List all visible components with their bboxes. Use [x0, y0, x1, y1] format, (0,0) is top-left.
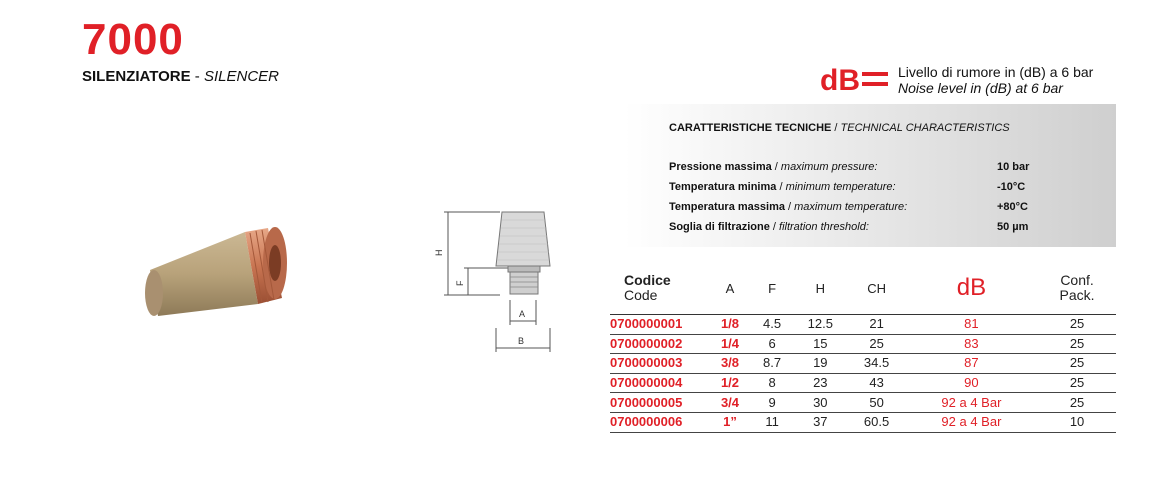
tech-label-en: maximum temperature:: [794, 201, 908, 213]
header-f: F: [752, 262, 792, 315]
table-row: [610, 315, 1116, 335]
cell-code: 0700000004: [610, 373, 708, 393]
cell-h: 19: [792, 354, 848, 374]
db-legend-text: [898, 64, 1093, 96]
cell-h: 30: [792, 393, 848, 413]
tech-label-en: minimum temperature:: [785, 181, 896, 193]
tech-row-max-pressure: Pressione massima / maximum pressure: 10 bar: [669, 161, 1030, 173]
cell-pack: 25: [1038, 334, 1116, 354]
table-row: [610, 393, 1116, 413]
cell-code: 0700000005: [610, 393, 708, 413]
tech-value: -10°C: [997, 181, 1026, 193]
tech-value: +80°C: [997, 201, 1029, 213]
cell-ch: 43: [848, 373, 904, 393]
subtitle-it: SILENZIATORE: [82, 68, 191, 85]
tech-value: 50 µm: [997, 221, 1029, 233]
cell-pack: 25: [1038, 393, 1116, 413]
tech-label-it: Pressione massima: [669, 161, 772, 173]
dimension-label-h: H: [434, 249, 444, 256]
header-pack-en: Pack.: [1059, 287, 1095, 303]
table-row: [610, 354, 1116, 374]
tech-label-en: filtration threshold:: [779, 221, 869, 233]
product-code-table: [610, 262, 1116, 433]
cell-f: 11: [752, 412, 792, 432]
header-code: [610, 262, 708, 315]
table-header-row: [610, 262, 1116, 315]
cell-db: 83: [905, 334, 1038, 354]
product-subtitle: [82, 68, 279, 85]
tech-label-it: Soglia di filtrazione: [669, 221, 770, 233]
cell-db: 81: [905, 315, 1038, 335]
cell-f: 8: [752, 373, 792, 393]
tech-row-max-temperature: Temperatura massima / maximum temperature: +80°C: [669, 201, 1029, 213]
tech-row-filtration-threshold: Soglia di filtrazione / filtration threshold: 50 µm: [669, 221, 1029, 233]
cell-f: 4.5: [752, 315, 792, 335]
cell-db: 92 a 4 Bar: [905, 412, 1038, 432]
cell-pack: 25: [1038, 373, 1116, 393]
dimension-label-a: A: [519, 309, 526, 319]
cell-pack: 10: [1038, 412, 1116, 432]
tech-title: CARATTERISTICHE TECNICHE / TECHNICAL CHARACTERISTICS: [669, 122, 1010, 134]
cell-db: 92 a 4 Bar: [905, 393, 1038, 413]
dimension-label-b: B: [518, 336, 525, 346]
tech-label-en: maximum pressure:: [780, 161, 878, 173]
tech-label-it: Temperatura minima: [669, 181, 777, 193]
dimension-label-f: F: [455, 280, 465, 286]
technical-characteristics-box: [624, 104, 1116, 247]
cell-f: 8.7: [752, 354, 792, 374]
subtitle-separator: -: [190, 68, 204, 85]
silencer-product-image: [140, 218, 310, 328]
tech-title-it: CARATTERISTICHE TECNICHE: [669, 122, 832, 134]
header-pack: [1038, 262, 1116, 315]
cell-code: 0700000003: [610, 354, 708, 374]
cell-h: 15: [792, 334, 848, 354]
cell-h: 12.5: [792, 315, 848, 335]
db-symbol: dB: [820, 64, 860, 97]
cell-f: 6: [752, 334, 792, 354]
header-code-en: Code: [624, 287, 658, 303]
tech-row-min-temperature: Temperatura minima / minimum temperature: -10°C: [669, 181, 1026, 193]
tech-title-en: TECHNICAL CHARACTERISTICS: [840, 122, 1010, 134]
equals-icon: [862, 72, 888, 90]
header-h: H: [792, 262, 848, 315]
header-ch: CH: [848, 262, 904, 315]
table-row: [610, 412, 1116, 432]
cell-code: 0700000002: [610, 334, 708, 354]
cell-a: 3/8: [708, 354, 752, 374]
db-legend-en: Noise level in (dB) at 6 bar: [898, 80, 1063, 96]
cell-db: 87: [905, 354, 1038, 374]
cell-pack: 25: [1038, 354, 1116, 374]
model-title: 7000: [82, 15, 184, 64]
header-conf: Conf.: [1060, 272, 1094, 288]
tech-value: 10 bar: [997, 161, 1030, 173]
header-codice: Codice: [624, 272, 671, 288]
cell-code: 0700000006: [610, 412, 708, 432]
cell-h: 23: [792, 373, 848, 393]
technical-drawing: [430, 200, 565, 360]
header-db: dB: [905, 262, 1038, 315]
cell-a: 1/4: [708, 334, 752, 354]
db-legend-it: Livello di rumore in (dB) a 6 bar: [898, 64, 1094, 80]
subtitle-en: SILENCER: [203, 68, 279, 85]
cell-db: 90: [905, 373, 1038, 393]
cell-code: 0700000001: [610, 315, 708, 335]
cell-ch: 60.5: [848, 412, 904, 432]
cell-h: 37: [792, 412, 848, 432]
cell-a: 1”: [708, 412, 752, 432]
cell-ch: 50: [848, 393, 904, 413]
cell-ch: 25: [848, 334, 904, 354]
table-row: [610, 373, 1116, 393]
table-row: [610, 334, 1116, 354]
cell-a: 3/4: [708, 393, 752, 413]
cell-a: 1/2: [708, 373, 752, 393]
header-a: A: [708, 262, 752, 315]
cell-ch: 34.5: [848, 354, 904, 374]
cell-ch: 21: [848, 315, 904, 335]
cell-a: 1/8: [708, 315, 752, 335]
cell-f: 9: [752, 393, 792, 413]
cell-pack: 25: [1038, 315, 1116, 335]
tech-label-it: Temperatura massima: [669, 201, 785, 213]
